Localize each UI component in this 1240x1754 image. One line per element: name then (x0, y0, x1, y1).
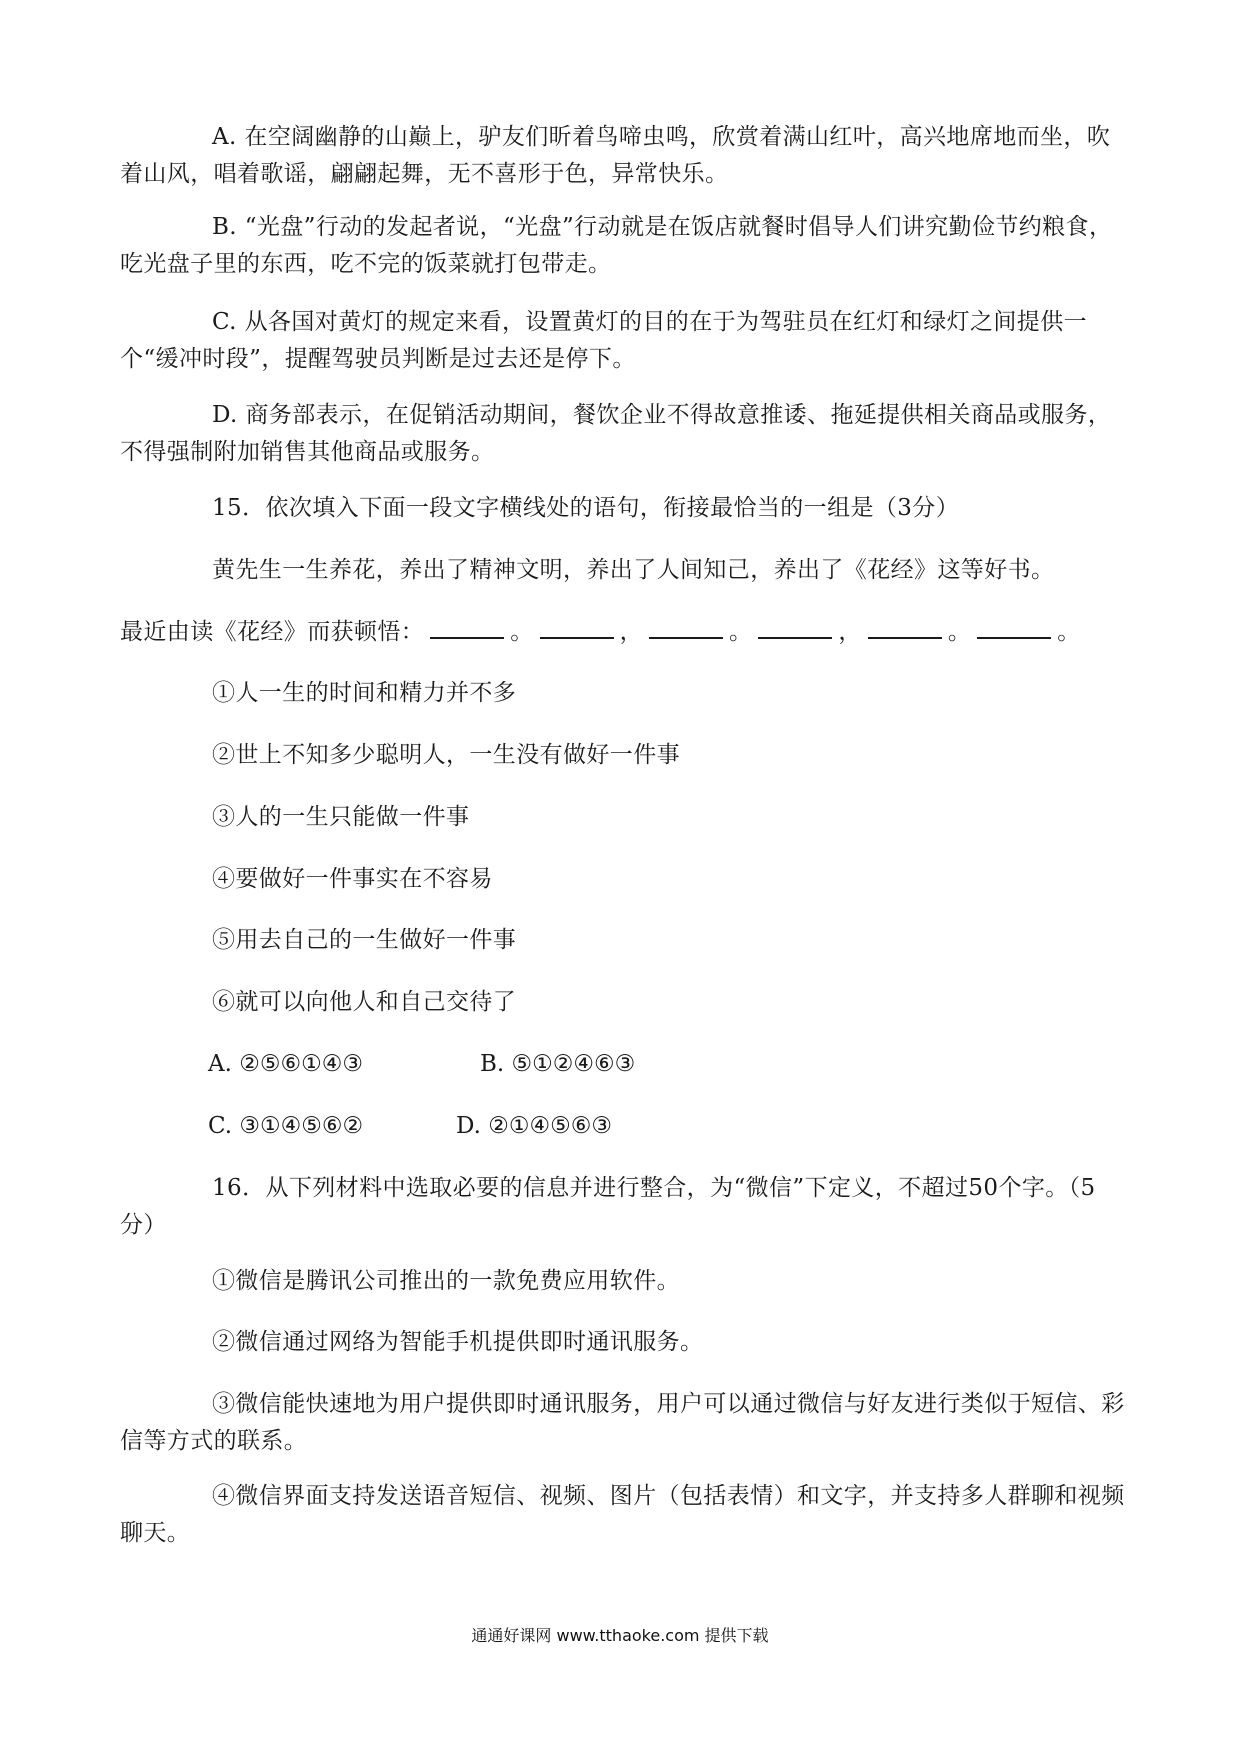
q15-item-2: ②世上不知多少聪明人，一生没有做好一件事 (212, 742, 680, 768)
q16-material-2: ②微信通过网络为智能手机提供即时通讯服务。 (212, 1329, 704, 1355)
q15-stem: 15．依次填入下面一段文字横线处的语句，衔接最恰当的一组是（3分） (212, 495, 960, 521)
q15-item-4: ④要做好一件事实在不容易 (212, 866, 493, 892)
punct-4: ， (838, 619, 862, 645)
q15-blank-prefix: 最近由读《花经》而获顿悟： (120, 619, 425, 645)
blank-5 (868, 615, 942, 639)
punct-3: 。 (729, 619, 753, 645)
blank-3 (649, 615, 723, 639)
q15-item-5: ⑤用去自己的一生做好一件事 (212, 927, 517, 953)
q15-passage: 黄先生一生养花，养出了精神文明，养出了人间知己，养出了《花经》这等好书。 (212, 557, 1055, 583)
blank-4 (758, 615, 832, 639)
q16-material-1: ①微信是腾讯公司推出的一款免费应用软件。 (212, 1268, 680, 1294)
q15-blank-line (120, 614, 1081, 651)
q15-choice-a: A. ②⑤⑥①④③ (208, 1051, 363, 1077)
q16-material-3: ③微信能快速地为用户提供即时通讯服务，用户可以通过微信与好友进行类似于短信、彩信等方式的联系。 (120, 1391, 1125, 1454)
page-footer: 通通好课网 www.tthaoke.com 提供下载 (471, 1626, 769, 1645)
q14-option-c: C. 从各国对黄灯的规定来看，设置黄灯的目的在于为驾驻员在红灯和绿灯之间提供一个“缓冲时段”，提醒驾驶员判断是过去还是停下。 (120, 309, 1088, 372)
q15-item-1: ①人一生的时间和精力并不多 (212, 680, 517, 706)
q15-choice-c: C. ③①④⑤⑥② (208, 1113, 364, 1139)
blank-6 (977, 615, 1051, 639)
punct-5: 。 (947, 619, 972, 645)
q15-item-6: ⑥就可以向他人和自己交待了 (212, 989, 517, 1015)
q15-choice-b: B. ⑤①②④⑥③ (480, 1051, 636, 1077)
q15-item-3: ③人的一生只能做一件事 (212, 804, 470, 830)
q14-option-b: B. “光盘”行动的发起者说，“光盘”行动就是在饭店就餐时倡导人们讲究勤俭节约粮食，吃光盘子里的东西，吃不完的饭菜就打包带走。 (120, 214, 1113, 277)
punct-6: 。 (1057, 619, 1081, 645)
q16-material-4: ④微信界面支持发送语音短信、视频、图片（包括表情）和文字，并支持多人群聊和视频聊天。 (120, 1483, 1125, 1546)
blank-2 (540, 615, 614, 639)
punct-1: 。 (510, 619, 534, 645)
q14-option-a: A. 在空阔幽静的山巅上，驴友们昕着鸟啼虫鸣，欣赏着满山红叶，高兴地席地而坐，吹着山风，唱着歌谣，翩翩起舞，无不喜形于色，异常快乐。 (120, 124, 1111, 187)
q15-choice-d: D. ②①④⑤⑥③ (456, 1113, 612, 1139)
blank-1 (430, 615, 504, 639)
q16-stem: 16．从下列材料中选取必要的信息并进行整合，为“微信”下定义，不超过50个字。（5分） (120, 1175, 1096, 1238)
punct-2: ， (619, 619, 644, 645)
q14-option-d: D. 商务部表示，在促销活动期间，餐饮企业不得故意推诿、拖延提供相关商品或服务，不得强制附加销售其他商品或服务。 (120, 402, 1112, 465)
